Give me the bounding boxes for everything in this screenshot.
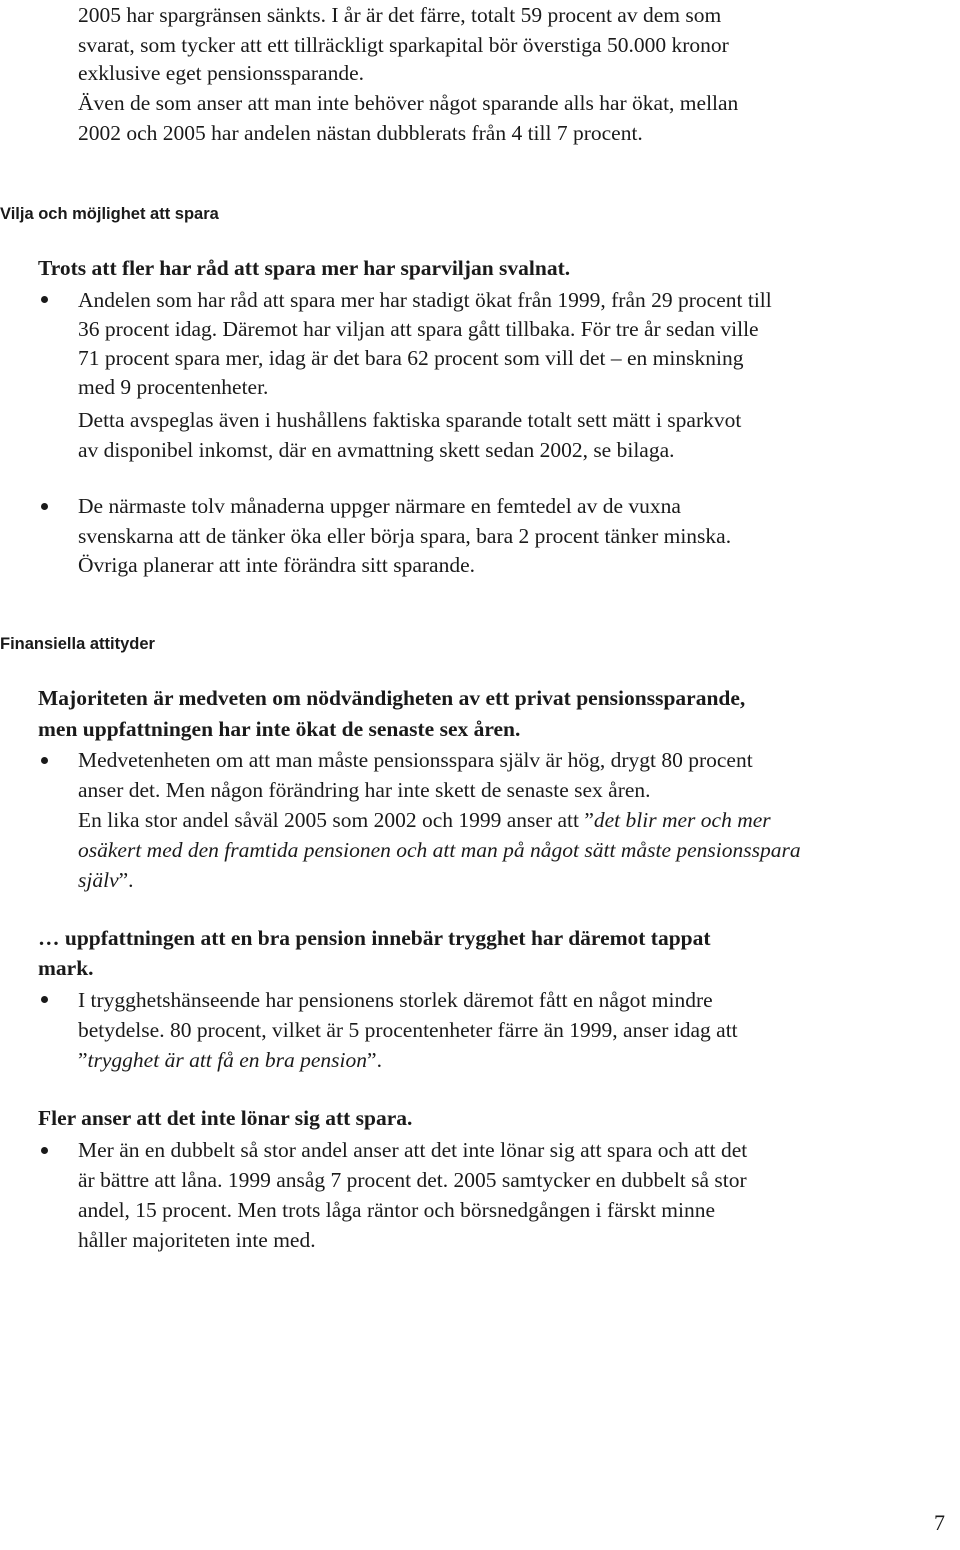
- bullet-line: Andelen som har råd att spara mer har stadigt ökat från 1999, från 29 procent till: [78, 288, 772, 312]
- bullet-line: andel, 15 procent. Men trots låga räntor och börsnedgången i färskt minne: [78, 1198, 716, 1222]
- bullet-line: I trygghetshänseende har pensionens storlek däremot fått en något mindre: [78, 988, 713, 1012]
- page-number: 7: [934, 1510, 945, 1535]
- bullet-line: svenskarna att de tänker öka eller börja spara, bara 2 procent tänker minska.: [78, 524, 732, 548]
- quote-end: ”.: [367, 1048, 382, 1072]
- section-subheading: … uppfattningen att en bra pension innebär trygghet har däremot tappat: [38, 926, 711, 950]
- quote-text: osäkert med den framtida pensionen och att man på något sätt måste pensionsspara: [78, 838, 801, 862]
- quote-text: trygghet är att få en bra pension: [87, 1048, 368, 1072]
- bullet-line: 71 procent spara mer, idag är det bara 62 procent som vill det – en minskning: [78, 346, 744, 370]
- section-heading: Finansiella attityder: [0, 635, 155, 653]
- intro-line: Även de som anser att man inte behöver något sparande alls har ökat, mellan: [78, 91, 739, 115]
- intro-line: svarat, som tycker att ett tillräckligt sparkapital bör överstiga 50.000 kronor: [78, 33, 729, 57]
- bullet-line: anser det. Men någon förändring har inte skett de senaste sex åren.: [78, 778, 651, 802]
- bullet-line: [78, 865, 134, 895]
- bullet-line: betydelse. 80 procent, vilket är 5 procentenheter färre än 1999, anser idag att: [78, 1018, 738, 1042]
- section-subheading: Majoriteten är medveten om nödvändigheten av ett privat pensionssparande,: [38, 686, 746, 710]
- section-subheading: mark.: [38, 956, 94, 980]
- bullet-line: De närmaste tolv månaderna uppger närmare en femtedel av de vuxna: [78, 494, 681, 518]
- quote-end: ”.: [118, 868, 134, 892]
- bullet-line: är bättre att låna. 1999 ansåg 7 procent det. 2005 samtycker en dubbelt så stor: [78, 1168, 747, 1192]
- section-subheading: Trots att fler har råd att spara mer har sparviljan svalnat.: [38, 256, 571, 280]
- quote-lead: En lika stor andel såväl 2005 som 2002 och 1999 anser att ”: [78, 808, 594, 832]
- intro-line: 2002 och 2005 har andelen nästan dubblerats från 4 till 7 procent.: [78, 121, 643, 145]
- intro-line: 2005 har spargränsen sänkts. I år är det färre, totalt 59 procent av dem som: [78, 3, 722, 27]
- bullet-line: Medvetenheten om att man måste pensionsspara själv är hög, drygt 80 procent: [78, 748, 753, 772]
- bullet-line: 36 procent idag. Däremot har viljan att spara gått tillbaka. För tre år sedan ville: [78, 317, 759, 341]
- section-subheading: men uppfattningen har inte ökat de senaste sex åren.: [38, 717, 521, 741]
- quote-text: själv: [78, 868, 119, 892]
- bullet-line: med 9 procentenheter.: [78, 375, 269, 399]
- bullet-icon: [41, 1147, 48, 1154]
- bullet-icon: [41, 757, 48, 764]
- bullet-line: [78, 1045, 382, 1075]
- bullet-line: [78, 805, 771, 835]
- intro-line: exklusive eget pensionssparande.: [78, 61, 364, 85]
- quote-lead: ”: [78, 1048, 88, 1072]
- bullet-icon: [41, 503, 48, 510]
- bullet-line: Detta avspeglas även i hushållens faktiska sparande totalt sett mätt i sparkvot: [78, 408, 742, 432]
- bullet-line: av disponibel inkomst, där en avmattning skett sedan 2002, se bilaga.: [78, 438, 675, 462]
- bullet-icon: [41, 296, 48, 303]
- section-subheading: Fler anser att det inte lönar sig att spara.: [38, 1106, 413, 1130]
- section-heading: Vilja och möjlighet att spara: [0, 205, 219, 223]
- bullet-line: håller majoriteten inte med.: [78, 1228, 316, 1252]
- bullet-line: Övriga planerar att inte förändra sitt sparande.: [78, 553, 475, 577]
- bullet-icon: [41, 996, 48, 1003]
- quote-text: det blir mer och mer: [593, 808, 771, 832]
- bullet-line: Mer än en dubbelt så stor andel anser att det inte lönar sig att spara och att det: [78, 1138, 748, 1162]
- bullet-line: [78, 835, 801, 865]
